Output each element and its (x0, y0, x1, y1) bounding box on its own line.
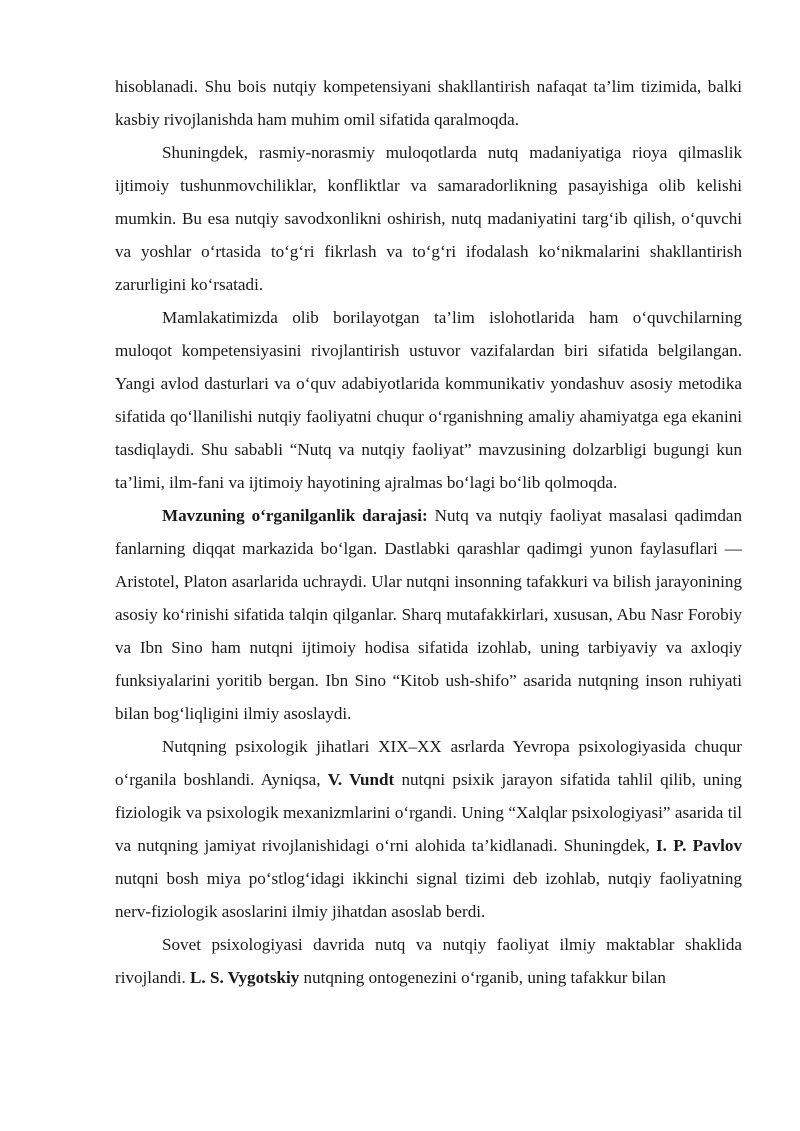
text-run: nutqning ontogenezini o‘rganib, uning tafakkur bilan (299, 968, 666, 987)
author-name: L. S. Vygotskiy (190, 968, 300, 987)
text-run: nutqni bosh miya po‘stlog‘idagi ikkinchi signal tizimi deb izohlab, nutqiy faoliyatning nerv-fiziologik asoslarini ilmiy jihatdan asoslab berdi. (115, 869, 742, 921)
text-run: Mamlakatimizda olib borilayotgan ta’lim islohotlarida ham o‘quvchilarning muloqot kompetensiyasini rivojlantirish ustuvor vazifalardan biri sifatida belgilangan. Yangi avlod dasturlari va o‘quv adabiyotlarida kommunikativ yondashuv asosiy metodika sifatida qo‘llanilishi nutqiy faoliyatni chuqur o‘rganishning amaliy ahamiyatga ega ekanini tasdiqlaydi. Shu sababli “Nutq va nutqiy faoliyat” mavzusining dolzarbligi bugungi kun ta’limi, ilm-fani va ijtimoiy hayotining ajralmas bo‘lagi bo‘lib qolmoqda. (115, 308, 742, 492)
author-name: I. P. Pavlov (656, 836, 742, 855)
author-name: V. Vundt (327, 770, 395, 789)
paragraph-3 (115, 301, 742, 499)
text-run: Shuningdek, rasmiy-norasmiy muloqotlarda nutq madaniyatiga rioya qilmaslik ijtimoiy tushunmovchiliklar, konfliktlar va samaradorlikning pasayishiga olib kelishi mumkin. Bu esa nutqiy savodxonlikni oshirish, nutq madaniyatini targ‘ib qilish, o‘quvchi va yoshlar o‘rtasida to‘g‘ri fikrlash va to‘g‘ri ifodalash ko‘nikmalarini shakllantirish zarurligini ko‘rsatadi. (115, 143, 742, 294)
section-heading-inline: Mavzuning o‘rganilganlik darajasi: (162, 506, 428, 525)
text-run: Nutqning psixologik jihatlari XIX–XX asrlarda Yevropa psixologiyasida chuqur o‘rganila boshlandi. Ayniqsa, (115, 737, 742, 789)
document-page (115, 70, 742, 994)
text-run: Sovet psixologiyasi davrida nutq va nutqiy faoliyat ilmiy maktablar shaklida rivojlandi. (115, 935, 742, 987)
paragraph-2 (115, 136, 742, 301)
paragraph-4 (115, 499, 742, 730)
text-run: nutqni psixik jarayon sifatida tahlil qilib, uning fiziologik va psixologik mexanizmlarini o‘rgandi. Uning “Xalqlar psixologiyasi” asarida til va nutqning jamiyat rivojlanishidagi o‘rni alohida ta’kidlanadi. Shuningdek, (115, 770, 742, 855)
paragraph-5 (115, 730, 742, 928)
text-run: Nutq va nutqiy faoliyat masalasi qadimdan fanlarning diqqat markazida bo‘lgan. Dastlabki qarashlar qadimgi yunon faylasuflari — Aristotel, Platon asarlarida uchraydi. Ular nutqni insonning tafakkuri va bilish jarayonining asosiy ko‘rinishi sifatida talqin qilganlar. Sharq mutafakkirlari, xususan, Abu Nasr Forobiy va Ibn Sino ham nutqni ijtimoiy hodisa sifatida izohlab, uning tarbiyaviy va axloqiy funksiyalarini yoritib bergan. Ibn Sino “Kitob ush-shifo” asarida nutqning inson ruhiyati bilan bog‘liqligini ilmiy asoslaydi. (115, 506, 742, 723)
paragraph-6 (115, 928, 742, 994)
text-run: hisoblanadi. Shu bois nutqiy kompetensiyani shakllantirish nafaqat ta’lim tizimida, balki kasbiy rivojlanishda ham muhim omil sifatida qaralmoqda. (115, 77, 742, 129)
paragraph-1 (115, 70, 742, 136)
